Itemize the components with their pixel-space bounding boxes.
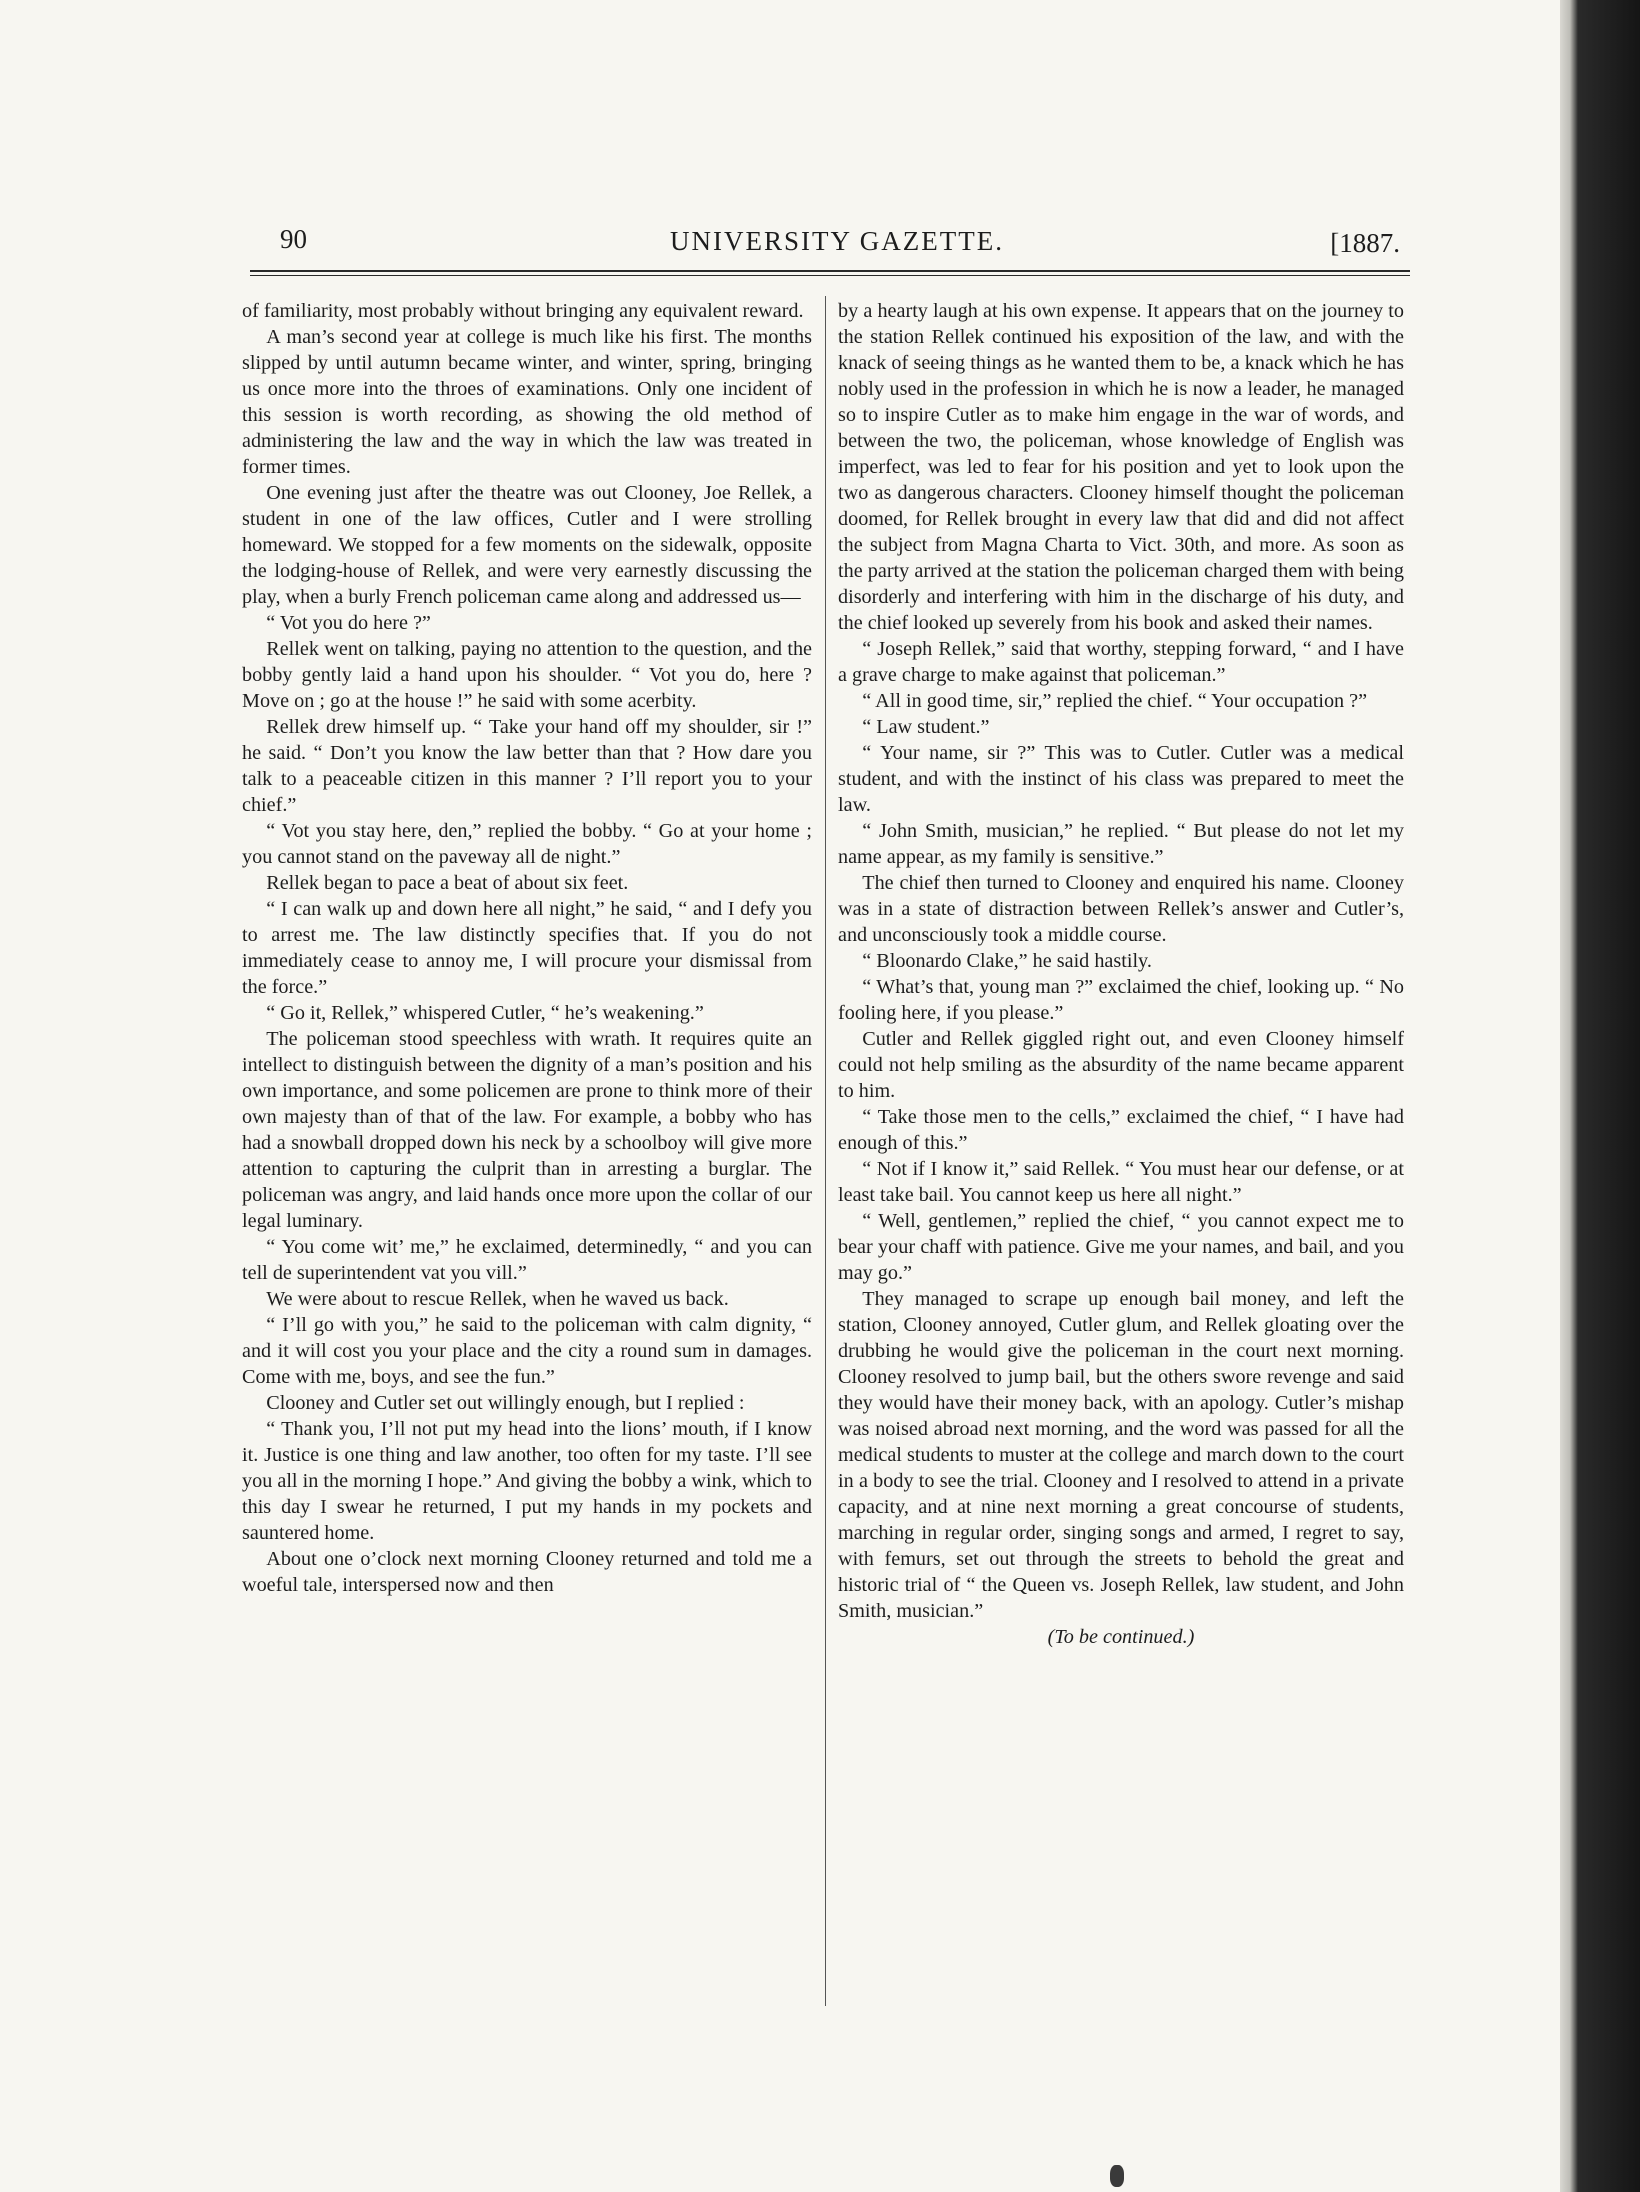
paragraph: Rellek went on talking, paying no attention to the question, and the bobby gently laid a hand upon his shoulder. “ Vot you do, here ? Move on ; go at the house !” he said with some acerbity. [242, 638, 812, 712]
paragraph: Rellek drew himself up. “ Take your hand off my shoulder, sir !” he said. “ Don’t you know the law better than that ? How dare you talk to a peaceable citizen in this manner ? I’ll report you to your chief.” [242, 716, 812, 816]
paragraph: “ I can walk up and down here all night,” he said, “ and I defy you to arrest me. The law distinctly specifies that. If you do not immediately cease to annoy me, I will procure your dismissal from the force.” [242, 898, 812, 998]
paragraph: “ Thank you, I’ll not put my head into the lions’ mouth, if I know it. Justice is one thing and law another, too often for my taste. I’ll see you all in the morning I hope.” And giving the bobby a wink, which to this day I swear he returned, I put my hands in my pockets and sauntered home. [242, 1418, 812, 1544]
paragraph: One evening just after the theatre was out Clooney, Joe Rellek, a student in one of the law offices, Cutler and I were strolling homeward. We stopped for a few moments on the sidewalk, opposite the lodging-house of Rellek, and were very earnestly discussing the play, when a burly French policeman came along and addressed us— [242, 482, 812, 608]
paragraph: “ Well, gentlemen,” replied the chief, “ you cannot expect me to bear your chaff with patience. Give me your names, and bail, and you may go.” [838, 1210, 1404, 1284]
header-rule-thin [250, 275, 1410, 276]
paragraph: “ Not if I know it,” said Rellek. “ You must hear our defense, or at least take bail. You cannot keep us here all night.” [838, 1158, 1404, 1206]
page-number: 90 [280, 224, 307, 254]
paragraph: Clooney and Cutler set out willingly enough, but I replied : [266, 1392, 745, 1414]
paragraph: by a hearty laugh at his own expense. It appears that on the journey to the station Rellek continued his exposition of the law, and with the knack of seeing things as he wanted them to be, a knack which he has nobly used in the profession in which he is now a leader, he managed so to inspire Cutler as to make him engage in the war of words, and between the two, the policeman, whose knowledge of English was imperfect, was led to fear for his position and yet to look upon the two as dangerous characters. Clooney himself thought the policeman doomed, for Rellek brought in every law that did and did not affect the subject from Magna Charta to Vict. 30th, and more. As soon as the party arrived at the station the policeman charged them with being disorderly and interfering with him in the discharge of his duty, and the chief looked up severely from his book and asked their names. [838, 300, 1404, 634]
header-rule [250, 270, 1410, 272]
paragraph: About one o’clock next morning Clooney returned and told me a woeful tale, interspersed now and then [242, 1548, 812, 1596]
paragraph: A man’s second year at college is much like his first. The months slipped by until autumn became winter, and winter, spring, bringing us once more into the throes of examinations. Only one incident of this session is worth recording, as showing the old method of administering the law and the way in which the law was treated in former times. [242, 326, 812, 478]
paragraph: They managed to scrape up enough bail money, and left the station, Clooney annoyed, Cutler glum, and Rellek gloating over the drubbing he would give the policeman in the court next morning. Clooney resolved to jump bail, but the others swore revenge and said they would have their money back, with an apology. Cutler’s mishap was noised abroad next morning, and the word was passed for all the medical students to muster at the college and march down to the court in a body to see the trial. Clooney and I resolved to attend in a private capacity, and at nine next morning a great concourse of students, marching in regular order, singing songs and armed, I regret to say, with femurs, set out through the streets to behold the great and historic trial of “ the Queen vs. Joseph Rellek, law student, and John Smith, musician.” [838, 1288, 1404, 1622]
running-title: UNIVERSITY GAZETTE. [670, 226, 1004, 256]
to-be-continued: (To be continued.) [1047, 1626, 1195, 1648]
column-divider [825, 296, 826, 2006]
paragraph: “ Joseph Rellek,” said that worthy, stepping forward, “ and I have a grave charge to make against that policeman.” [838, 638, 1404, 686]
paragraph: Rellek began to pace a beat of about six feet. [266, 872, 629, 894]
print-smudge [1110, 2165, 1124, 2187]
paragraph: “ What’s that, young man ?” exclaimed the chief, looking up. “ No fooling here, if you please.” [838, 976, 1404, 1024]
paragraph: “ Your name, sir ?” This was to Cutler. Cutler was a medical student, and with the instinct of his class was prepared to meet the law. [838, 742, 1404, 816]
paragraph: “ Law student.” [862, 716, 990, 738]
paragraph: “ All in good time, sir,” replied the chief. “ Your occupation ?” [862, 690, 1368, 712]
paragraph: We were about to rescue Rellek, when he waved us back. [266, 1288, 729, 1310]
paragraph: The chief then turned to Clooney and enquired his name. Clooney was in a state of distraction between Rellek’s answer and Cutler’s, and unconsciously took a middle course. [838, 872, 1404, 946]
paragraph: The policeman stood speechless with wrath. It requires quite an intellect to distinguish between the dignity of a man’s position and his own importance, and some policemen are prone to think more of their own majesty than of that of the law. For example, a bobby who has had a snowball dropped down his neck by a schoolboy will give more attention to capturing the culprit than in arresting a burglar. The policeman was angry, and laid hands once more upon the collar of our legal luminary. [242, 1028, 812, 1232]
paragraph: “ Go it, Rellek,” whispered Cutler, “ he’s weakening.” [266, 1002, 704, 1024]
paragraph: of familiarity, most probably without bringing any equivalent reward. [242, 300, 804, 322]
paragraph: “ Vot you stay here, den,” replied the bobby. “ Go at your home ; you cannot stand on the paveway all de night.” [242, 820, 812, 868]
page-edge-shadow [1560, 0, 1640, 2192]
paragraph: “ Take those men to the cells,” exclaimed the chief, “ I have had enough of this.” [838, 1106, 1404, 1154]
running-year: [1887. [1330, 228, 1400, 258]
paragraph: “ John Smith, musician,” he replied. “ But please do not let my name appear, as my family is sensitive.” [838, 820, 1404, 868]
paragraph: “ Bloonardo Clake,” he said hastily. [862, 950, 1152, 972]
paragraph: “ Vot you do here ?” [266, 612, 431, 634]
left-column [242, 298, 812, 1598]
paragraph: Cutler and Rellek giggled right out, and even Clooney himself could not help smiling as the absurdity of the name became apparent to him. [838, 1028, 1404, 1102]
running-header [250, 222, 1400, 266]
right-column [838, 298, 1404, 1650]
paragraph: “ You come wit’ me,” he exclaimed, determinedly, “ and you can tell de superintendent vat you vill.” [242, 1236, 812, 1284]
paragraph: “ I’ll go with you,” he said to the policeman with calm dignity, “ and it will cost you your place and the city a round sum in damages. Come with me, boys, and see the fun.” [242, 1314, 812, 1388]
